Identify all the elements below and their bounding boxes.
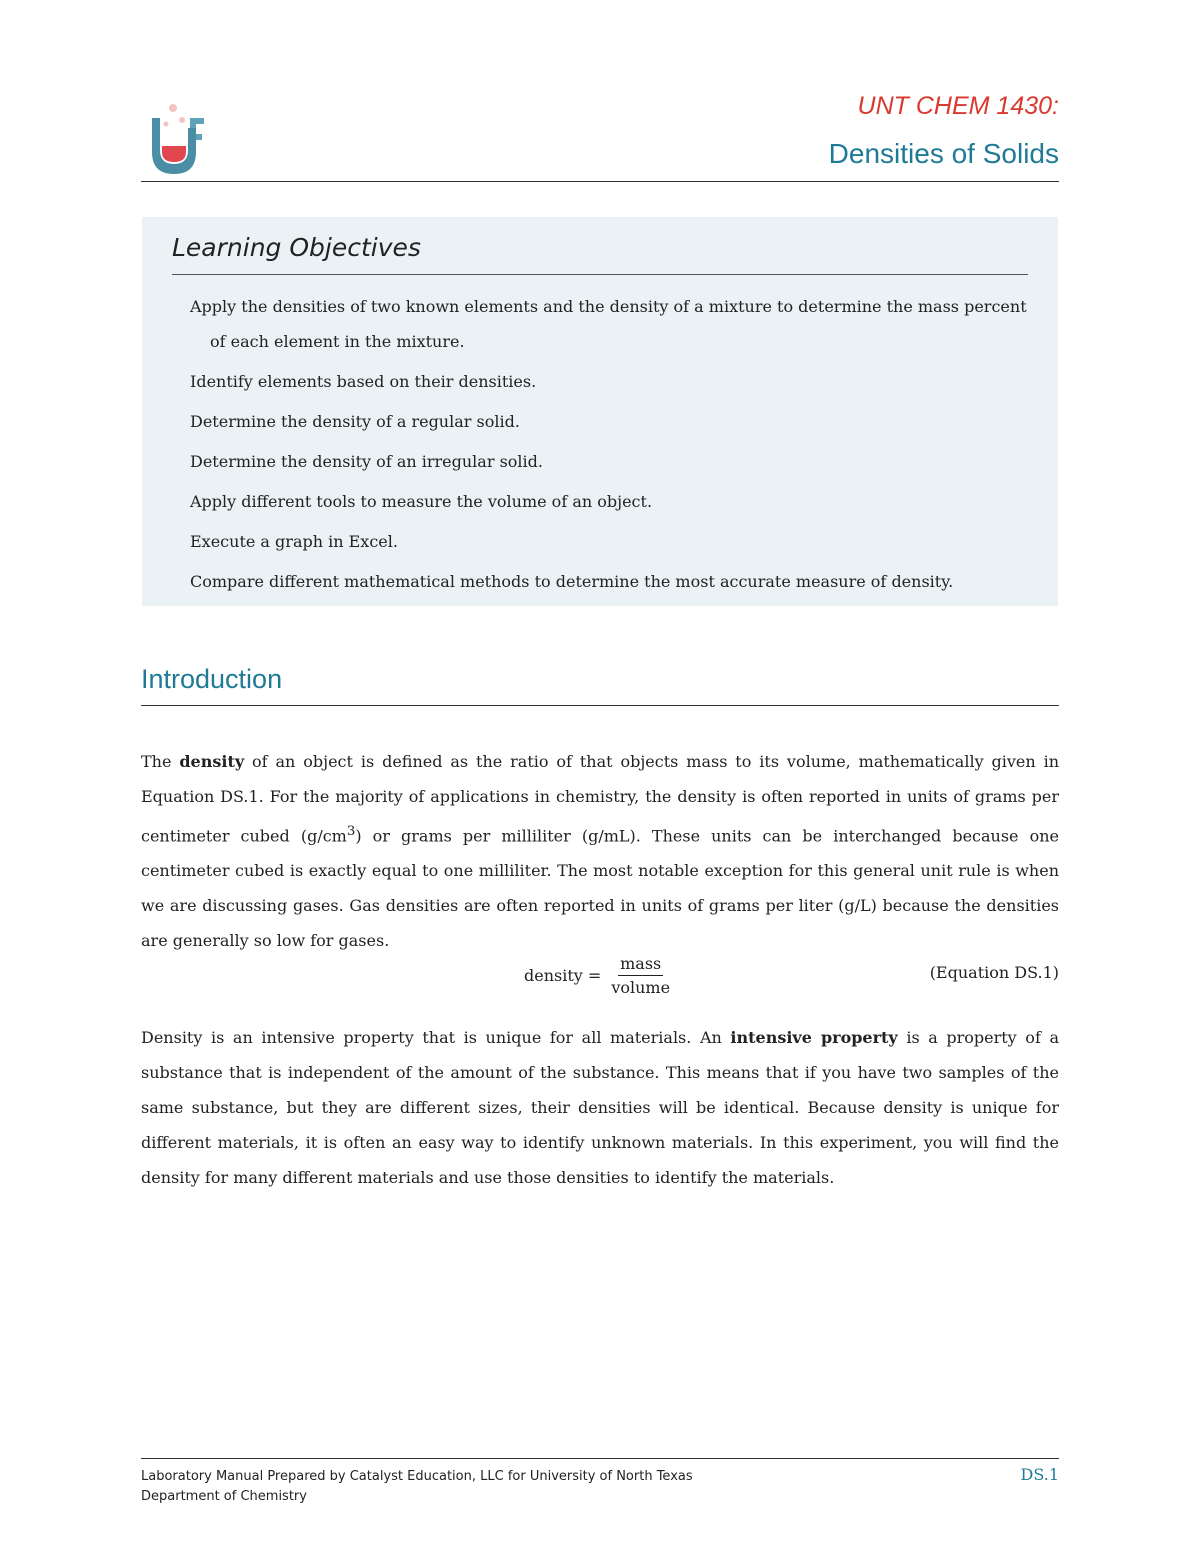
text-run: is a property of a substance that is independent of the amount of the substance. This means that if you have two samples of the same substance, but they are different sizes, their densities will be identical. Because density is unique for different materials, it is often an easy way to identify unknown materials. In this experiment, you will find the density for many different materials and use those densities to identify the materials. — [141, 1028, 1059, 1187]
objectives-list — [190, 289, 1030, 604]
intro-paragraph-1 — [141, 744, 1059, 958]
equation-ds1 — [141, 950, 1059, 1000]
footer-divider — [141, 1458, 1059, 1459]
equation-numerator: mass — [618, 954, 663, 976]
objective-item: Determine the density of an irregular solid. — [190, 452, 543, 471]
introduction-heading: Introduction — [141, 664, 283, 694]
equation-body — [524, 950, 672, 1000]
equation-lhs: density = — [524, 965, 602, 985]
objective-item: Compare different mathematical methods to determine the most accurate measure of density. — [190, 572, 954, 591]
text-run: The — [141, 752, 180, 771]
learning-objectives-box — [142, 217, 1058, 606]
text-run: of an object is defined as the ratio of that objects mass to its volume, mathematically given in Equation DS.1. For the majority of applications in chemistry, the density is often reported in units of grams per centimeter cubed (g/cm — [141, 752, 1060, 846]
text-run: Density is an intensive property that is unique for all materials. An — [141, 1028, 731, 1047]
text-run: ) or grams per milliliter (g/mL). These units can be interchanged because one centimeter cubed is exactly equal to one milliliter. The most notable exception for this general unit rule is when we are discussing gases. Gas densities are often reported in units of grams per liter (g/L) because the densities are generally so low for gases. — [141, 826, 1059, 951]
introduction-divider — [141, 705, 1059, 706]
footer-line-2: Department of Chemistry — [141, 1489, 307, 1504]
intro-paragraph-2 — [141, 1020, 1059, 1195]
footer-credit — [141, 1467, 693, 1507]
objective-item: Determine the density of a regular solid. — [190, 412, 520, 431]
objective-item: Apply different tools to measure the volume of an object. — [190, 492, 653, 511]
document-title: Densities of Solids — [828, 138, 1059, 169]
equation-denominator: volume — [611, 977, 671, 997]
superscript: 3 — [346, 824, 356, 839]
objectives-heading: Learning Objectives — [172, 233, 421, 262]
objective-item: Identify elements based on their densities. — [190, 372, 537, 391]
unt-flask-logo-icon — [146, 100, 208, 180]
term-intensive-property: intensive property — [730, 1028, 898, 1047]
footer-line-1: Laboratory Manual Prepared by Catalyst Education, LLC for University of North Texas — [141, 1469, 693, 1484]
equation-label: (Equation DS.1) — [929, 963, 1059, 982]
equation-fraction — [609, 954, 672, 997]
header-divider — [141, 181, 1059, 182]
course-code: UNT CHEM 1430: — [857, 92, 1059, 120]
objective-item: Apply the densities of two known elements and the density of a mixture to determine the mass percent of each element in the mixture. — [190, 297, 1027, 351]
page-number: DS.1 — [1020, 1465, 1059, 1484]
objectives-divider — [172, 274, 1028, 275]
objective-item: Execute a graph in Excel. — [190, 532, 398, 551]
term-density: density — [179, 752, 245, 771]
